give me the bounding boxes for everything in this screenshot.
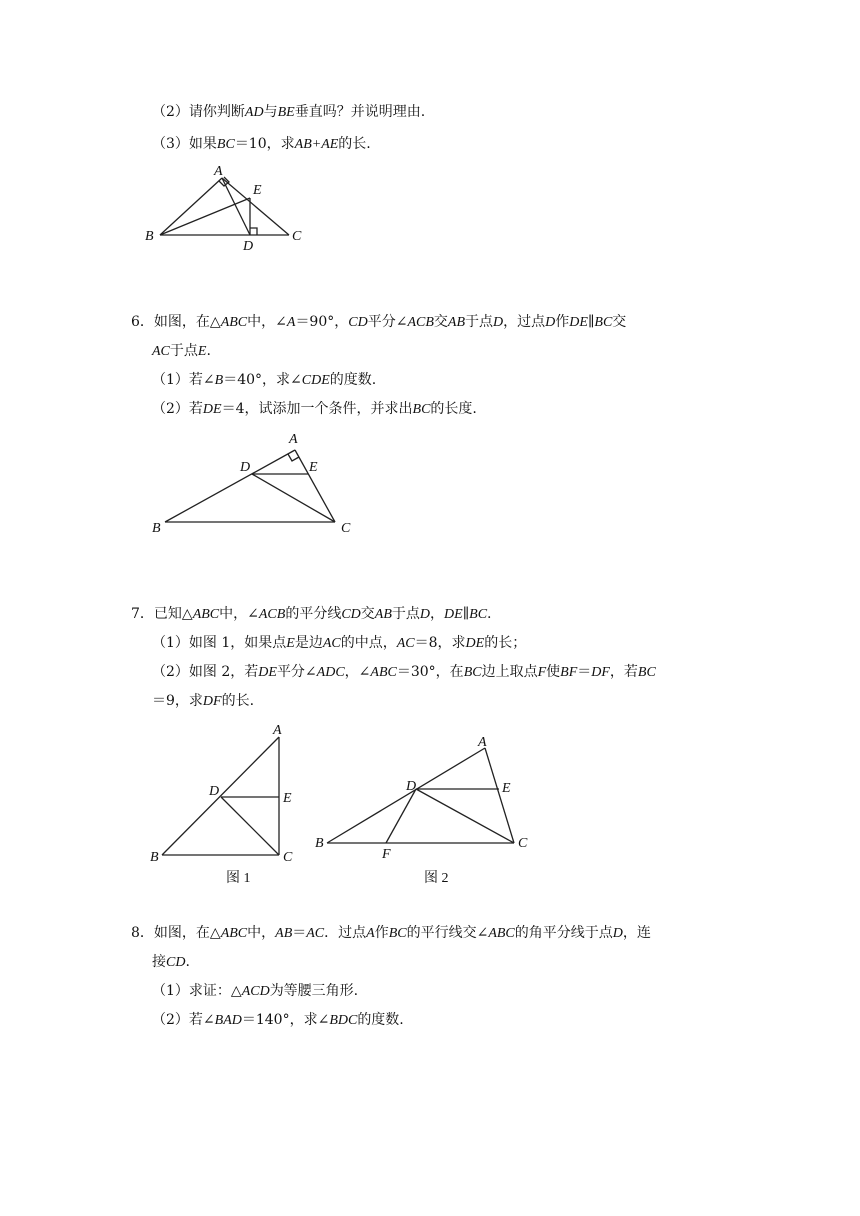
q7f2-caption: 图 2: [424, 871, 449, 886]
q5-label-B: B: [145, 229, 154, 244]
q7f1-label-A: A: [273, 723, 282, 738]
q7f2-label-D: D: [406, 779, 417, 794]
q5-label-A: A: [214, 164, 223, 179]
q7-line1: 7．已知△ABC中，∠ACB的平分线CD交AB于点D，DE∥BC.: [131, 606, 492, 622]
q6-label-A: A: [289, 432, 298, 447]
q8-part2: （2）若∠BAD＝140°，求∠BDC的度数.: [152, 1012, 404, 1028]
q7f2-label-E: E: [502, 781, 511, 796]
q6-part2: （2）若DE＝4，试添加一个条件，并求出BC的长度.: [152, 401, 477, 417]
q5-label-C: C: [292, 229, 302, 244]
q8-line2: 接CD.: [152, 954, 190, 970]
q7f1-caption: 图 1: [226, 871, 251, 886]
q7f2-label-B: B: [315, 836, 324, 851]
q6-line1: 6．如图，在△ABC中，∠A＝90°，CD平分∠ACB交AB于点D，过点D作DE∥BC交: [131, 314, 627, 330]
q5-label-D: D: [243, 239, 254, 254]
q7f2-seg-DF: [386, 789, 416, 843]
q8-part1: （1）求证：△ACD为等腰三角形.: [152, 983, 359, 999]
q5-label-E: E: [253, 183, 262, 198]
q6-label-C: C: [341, 521, 351, 536]
q7-part1: （1）如图 1，如果点E是边AC的中点，AC＝8，求DE的长；: [152, 635, 527, 651]
q7f2-label-F: F: [382, 847, 391, 862]
q6-label-E: E: [309, 460, 318, 475]
q7f2-seg-BA: [327, 748, 485, 843]
q5-part3: （3）如果BC＝10，求AB+AE的长.: [152, 136, 371, 152]
q6-line2: AC于点E.: [152, 343, 211, 359]
q5-part2: （2）请你判断AD与BE垂直吗？并说明理由.: [152, 104, 426, 120]
q7f2-label-C: C: [518, 836, 528, 851]
q7f2-label-A: A: [478, 735, 487, 750]
q6-label-B: B: [152, 521, 161, 536]
q7f1-label-C: C: [283, 850, 293, 865]
q7-part2a: （2）如图 2，若DE平分∠ADC，∠ABC＝30°，在BC边上取点F使BF＝DF，若BC: [152, 664, 656, 680]
q6-label-D: D: [240, 460, 251, 475]
q7f1-label-B: B: [150, 850, 159, 865]
q6-part1: （1）若∠B＝40°，求∠CDE的度数.: [152, 372, 377, 388]
q8-line1: 8．如图，在△ABC中，AB＝AC．过点A作BC的平行线交∠ABC的角平分线于点D，连: [131, 925, 651, 941]
q7f2-seg-DC: [416, 789, 514, 843]
q7-part2b: ＝9，求DF的长.: [152, 693, 255, 709]
q7f1-label-E: E: [283, 791, 292, 806]
q7f1-label-D: D: [209, 784, 220, 799]
